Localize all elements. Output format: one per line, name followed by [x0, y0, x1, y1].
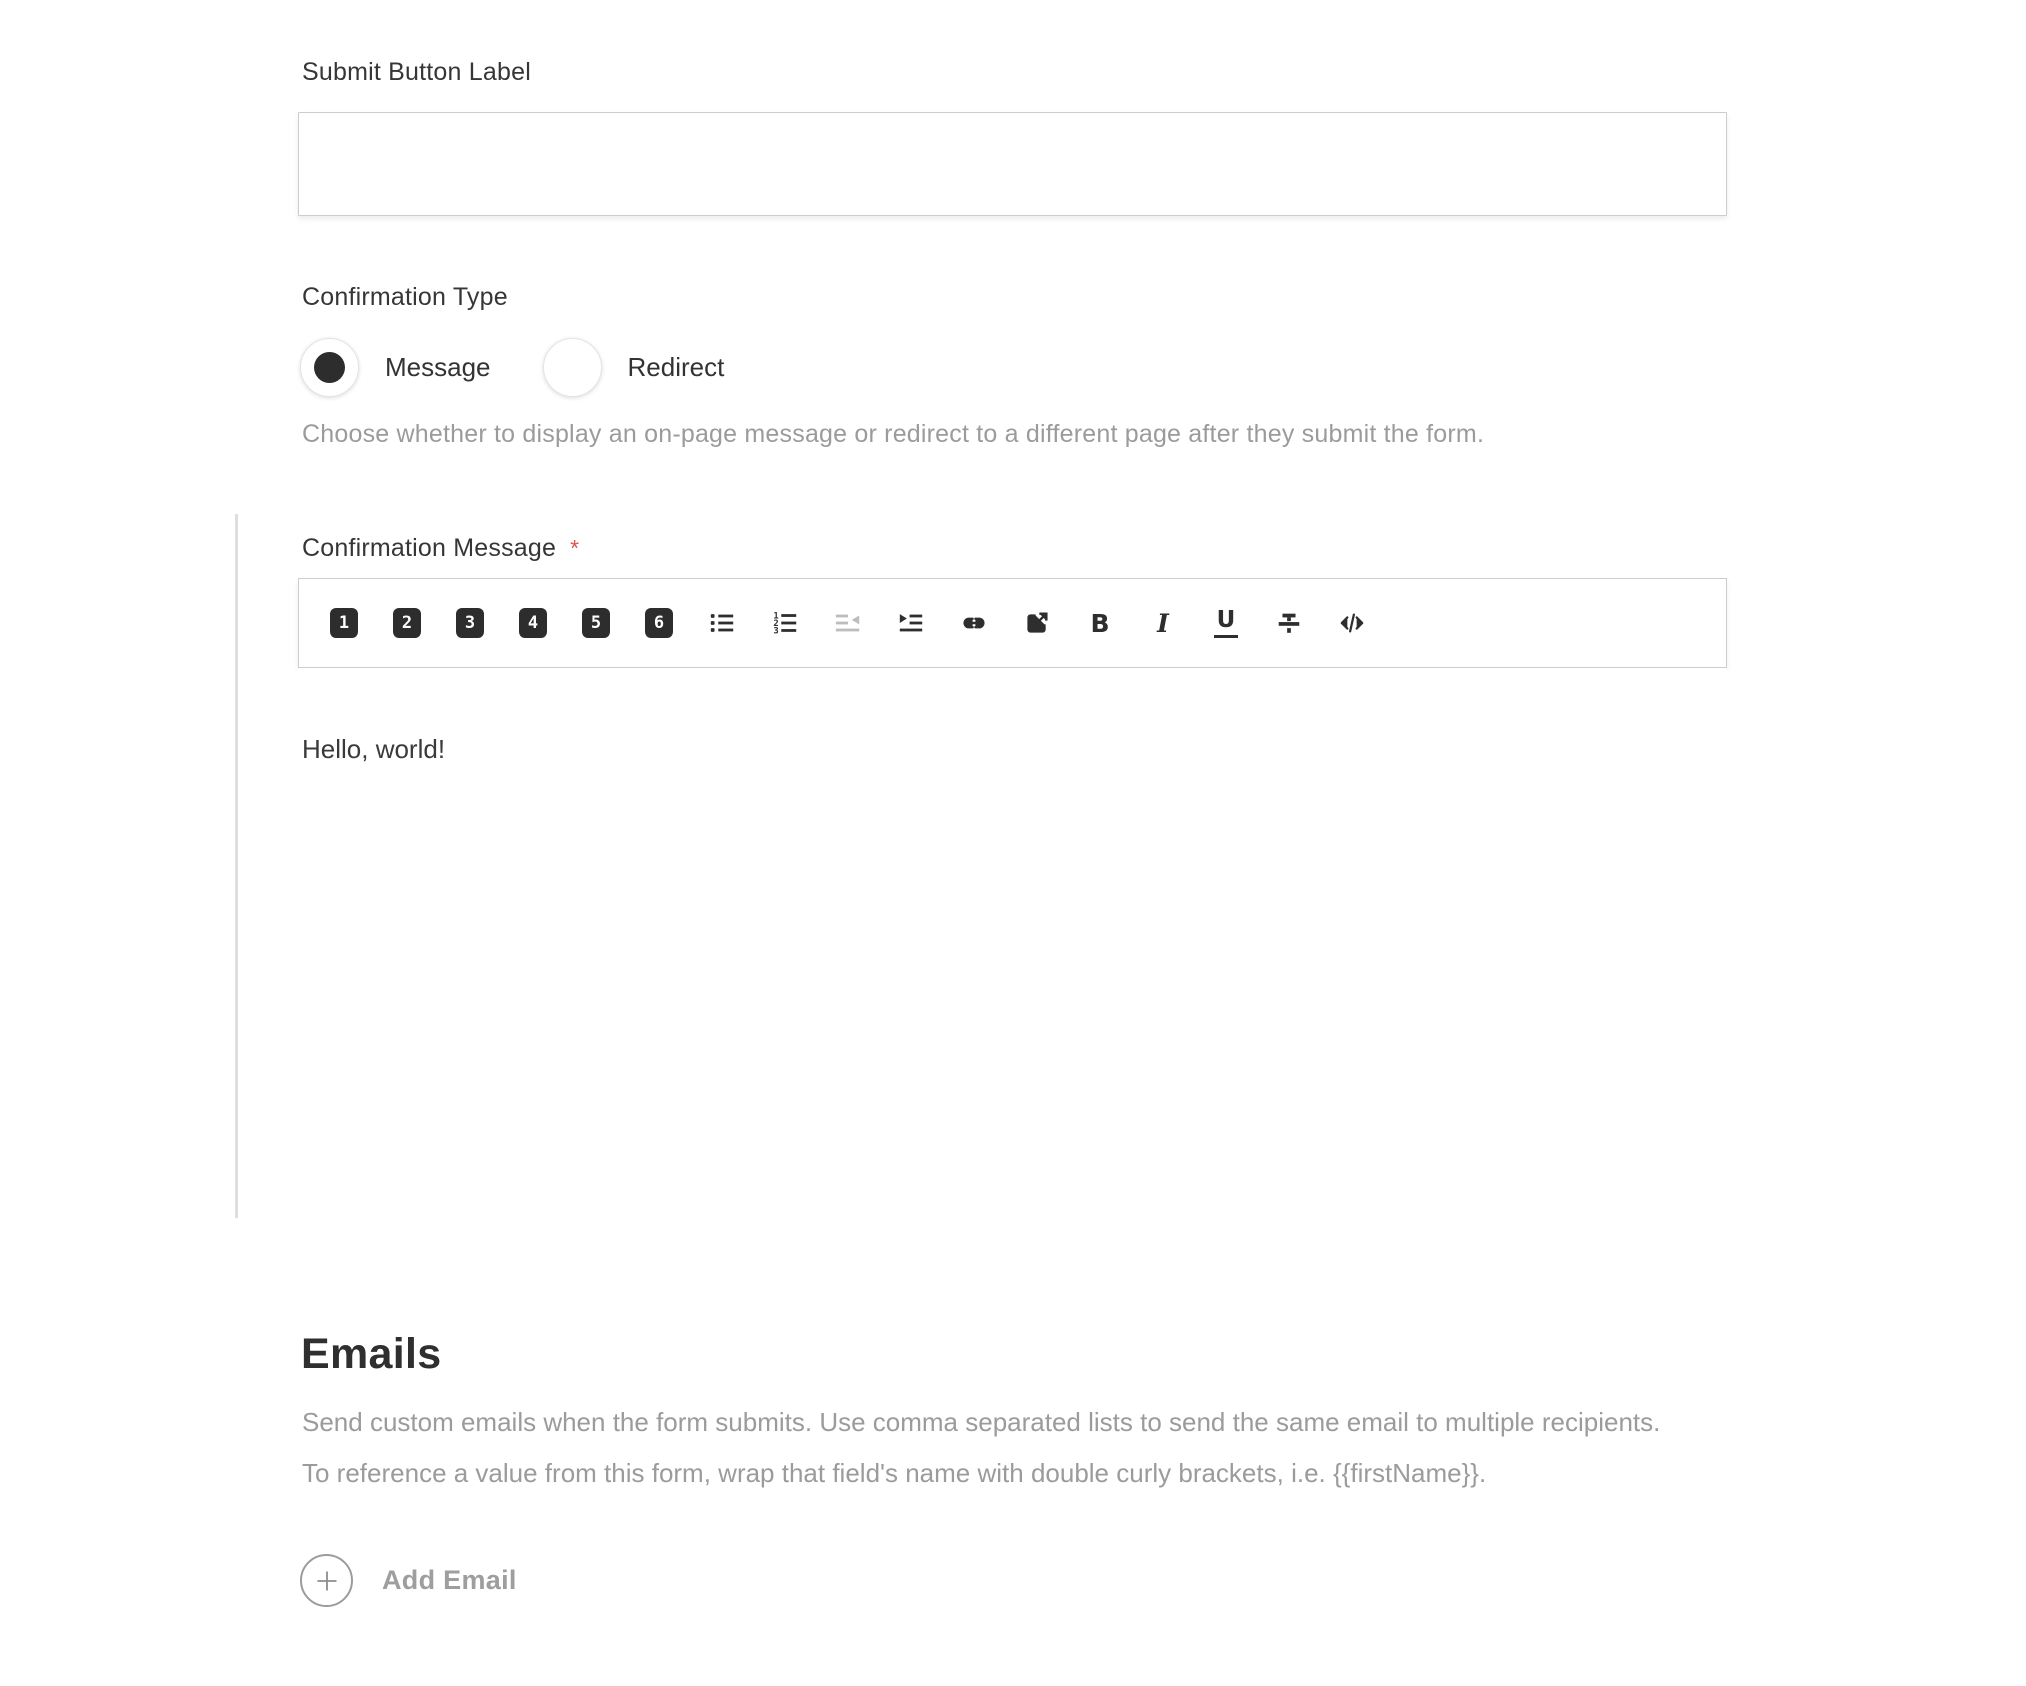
heading-1-button[interactable]	[330, 608, 358, 638]
svg-text:3: 3	[773, 626, 779, 637]
radio-selected-icon[interactable]	[300, 338, 359, 397]
ordered-list-icon	[771, 608, 799, 638]
code-icon	[1338, 608, 1366, 638]
heading-5-icon: 5	[582, 608, 610, 638]
indent-icon	[897, 608, 925, 638]
horizontal-rule-button[interactable]	[1275, 608, 1303, 638]
heading-5-button[interactable]	[582, 608, 610, 638]
editor-content-text: Hello, world!	[302, 734, 446, 764]
radio-label-redirect: Redirect	[627, 352, 725, 382]
heading-6-icon: 6	[645, 608, 673, 638]
emails-description-line2: To reference a value from this form, wrap that field's name with double curly brackets, i.e. {{firstName}}.	[302, 1458, 1487, 1488]
outdent-button[interactable]	[834, 608, 862, 638]
radio-unselected-icon[interactable]	[543, 338, 602, 397]
indent-button[interactable]	[897, 608, 925, 638]
confirmation-message-label	[302, 534, 579, 563]
plus-circle-icon	[300, 1554, 353, 1607]
bullet-list-icon	[708, 608, 736, 638]
heading-3-button[interactable]	[456, 608, 484, 638]
required-asterisk: *	[570, 535, 580, 561]
rich-text-toolbar	[298, 578, 1727, 668]
confirmation-type-radio-group	[300, 338, 724, 397]
underline-button[interactable]	[1212, 608, 1240, 638]
outdent-icon	[834, 608, 862, 638]
external-link-icon	[1023, 608, 1051, 638]
radio-dot	[314, 352, 345, 383]
section-left-rule	[235, 514, 238, 1218]
underline-icon	[1214, 606, 1238, 638]
confirmation-message-label-text: Confirmation Message	[302, 534, 557, 562]
radio-option-redirect[interactable]	[543, 338, 725, 397]
radio-option-message[interactable]	[300, 338, 491, 397]
ordered-list-button[interactable]	[771, 608, 799, 638]
heading-3-icon: 3	[456, 608, 484, 638]
external-link-button[interactable]	[1023, 608, 1051, 638]
add-email-label: Add Email	[382, 1565, 517, 1595]
link-icon	[960, 608, 988, 638]
code-button[interactable]	[1338, 608, 1366, 638]
bold-button[interactable]	[1086, 608, 1114, 638]
bullet-list-button[interactable]	[708, 608, 736, 638]
bold-icon: B	[1090, 608, 1110, 638]
svg-text:1: 1	[773, 611, 779, 622]
heading-1-icon: 1	[330, 608, 358, 638]
heading-6-button[interactable]	[645, 608, 673, 638]
underline-bar	[1214, 635, 1238, 638]
plus-icon	[314, 1568, 340, 1594]
add-email-button[interactable]	[300, 1554, 517, 1607]
emails-section-title: Emails	[301, 1330, 442, 1378]
submit-button-label: Submit Button Label	[302, 58, 531, 86]
confirmation-message-editor[interactable]	[298, 668, 1727, 1218]
italic-button[interactable]	[1149, 608, 1177, 638]
radio-label-message: Message	[385, 352, 491, 382]
heading-4-icon: 4	[519, 608, 547, 638]
link-button[interactable]	[960, 608, 988, 638]
submit-button-label-input[interactable]	[298, 112, 1727, 216]
heading-2-button[interactable]	[393, 608, 421, 638]
heading-4-button[interactable]	[519, 608, 547, 638]
italic-icon: I	[1157, 608, 1169, 638]
emails-description-line1: Send custom emails when the form submits. Use comma separated lists to send the same email to multiple recipients.	[302, 1407, 1661, 1437]
horizontal-rule-icon	[1275, 608, 1303, 638]
confirmation-type-help-text: Choose whether to display an on-page message or redirect to a different page after they submit the form.	[302, 420, 1485, 448]
svg-text:2: 2	[773, 618, 779, 629]
heading-2-icon: 2	[393, 608, 421, 638]
confirmation-type-label: Confirmation Type	[302, 283, 508, 311]
underline-glyph: U	[1216, 606, 1236, 633]
